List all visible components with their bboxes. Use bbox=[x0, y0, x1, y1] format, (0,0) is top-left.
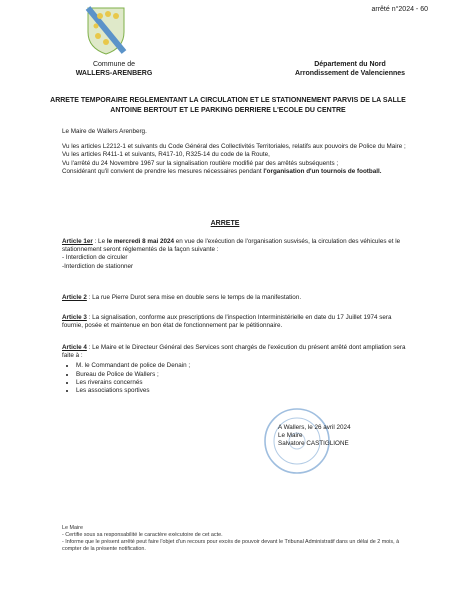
article-1: Article 1er : Le le mercredi 8 mai 2024 en vue de l'exécution de l'organisation susvisés, la circulation des véhicules et le stationnement seront réglementés de la façon suivante : - Interdiction de circuler -Interdiction de stationner bbox=[62, 238, 414, 271]
town-crest-icon bbox=[84, 4, 128, 56]
article-4: Article 4 : Le Maire et le Directeur Général des Services sont chargés de l'exécution du présent arrêté dont ampliation sera faite à : • M. le Commandant de police de Denain ; • Bureau de Police de Wallers ; • Les riverains concernés • Les associations sportives bbox=[62, 344, 414, 395]
preamble bbox=[62, 128, 414, 176]
footer-line-2: - Informe que le présent arrêté peut faire l'objet d'un recours pour excès de pouvoir devant le Tribunal Administratif dans un délai de 2 mois, à compter de la présente notification. bbox=[62, 539, 400, 552]
article-1-date: le mercredi 8 mai 2024 bbox=[106, 238, 175, 245]
article-3-label: Article 3 bbox=[62, 314, 87, 321]
footer-title: Le Maire bbox=[62, 525, 83, 531]
list-item: • Les riverains concernés bbox=[76, 379, 414, 387]
vu-line-1: Vu les articles L2212-1 et suivants du Code Général des Collectivités Territoriales, relatifs aux pouvoirs de Police du Maire ; bbox=[62, 143, 406, 151]
footer-line-1: - Certifie sous sa responsabilité le caractère exécutoire de cet acte. bbox=[62, 532, 223, 538]
list-item: • M. le Commandant de police de Denain ; bbox=[76, 362, 414, 370]
commune-header bbox=[58, 60, 170, 78]
article-1-label: Article 1er bbox=[62, 238, 93, 245]
arrete-number: arrêté n°2024 - 60 bbox=[371, 6, 428, 13]
commune-label: Commune de bbox=[92, 61, 136, 68]
article-1-item-1: - Interdiction de circuler bbox=[62, 254, 128, 262]
article-2: Article 2 : La rue Pierre Durot sera mise en double sens le temps de la manifestation. bbox=[62, 294, 302, 301]
arrondissement-name: Arrondissement de Valenciennes bbox=[294, 70, 406, 77]
list-item: • Bureau de Police de Wallers ; bbox=[76, 371, 414, 379]
article-4-label: Article 4 bbox=[62, 344, 87, 351]
vu-line-2: Vu les articles R411-1 et suivants, R417-10, R325-14 du code de la Route, bbox=[62, 151, 270, 159]
signature-role: Le Maire bbox=[278, 432, 303, 440]
considerant-bold: l'organisation d'un tournois de football. bbox=[263, 167, 382, 175]
signature-block bbox=[278, 424, 418, 449]
signature-place-date: A Wallers, le 26 avril 2024 bbox=[278, 424, 351, 431]
article-1-item-2: -Interdiction de stationner bbox=[62, 262, 134, 270]
list-item: • Les associations sportives bbox=[76, 387, 414, 395]
footer-notice bbox=[62, 525, 414, 553]
department-name: Département du Nord bbox=[314, 61, 386, 68]
article-2-label: Article 2 bbox=[62, 294, 87, 301]
signature-name: Salvatore CASTIGLIONE bbox=[278, 440, 349, 448]
recipient-list bbox=[62, 362, 414, 395]
maire-line: Le Maire de Wallers Arenberg. bbox=[62, 128, 147, 135]
vu-line-3: Vu l'arrêté du 24 Novembre 1967 sur la signalisation routière modifié par des arrêtés subséquents ; bbox=[62, 159, 339, 167]
arrete-heading: ARRETE bbox=[210, 220, 240, 227]
article-3: Article 3 : La signalisation, conforme aux prescriptions de l'inspection Interministérielle en date du 17 Juillet 1974 sera fournie, posée et maintenue en bon état de fonctionnement par le pétitionnaire. bbox=[62, 314, 392, 330]
document-title: ARRETE TEMPORAIRE REGLEMENTANT LA CIRCULATION ET LE STATIONNEMENT PARVIS DE LA SALLE ANTOINE BERTOUT ET LE PARKING DERRIERE L'ECOLE DU CENTRE bbox=[50, 97, 406, 114]
considerant-line: Considérant qu'il convient de prendre les mesures nécessaires pendant l'organisation d'un tournois de football. bbox=[62, 167, 382, 175]
department-header bbox=[270, 60, 430, 78]
commune-name: WALLERS-ARENBERG bbox=[75, 70, 153, 77]
